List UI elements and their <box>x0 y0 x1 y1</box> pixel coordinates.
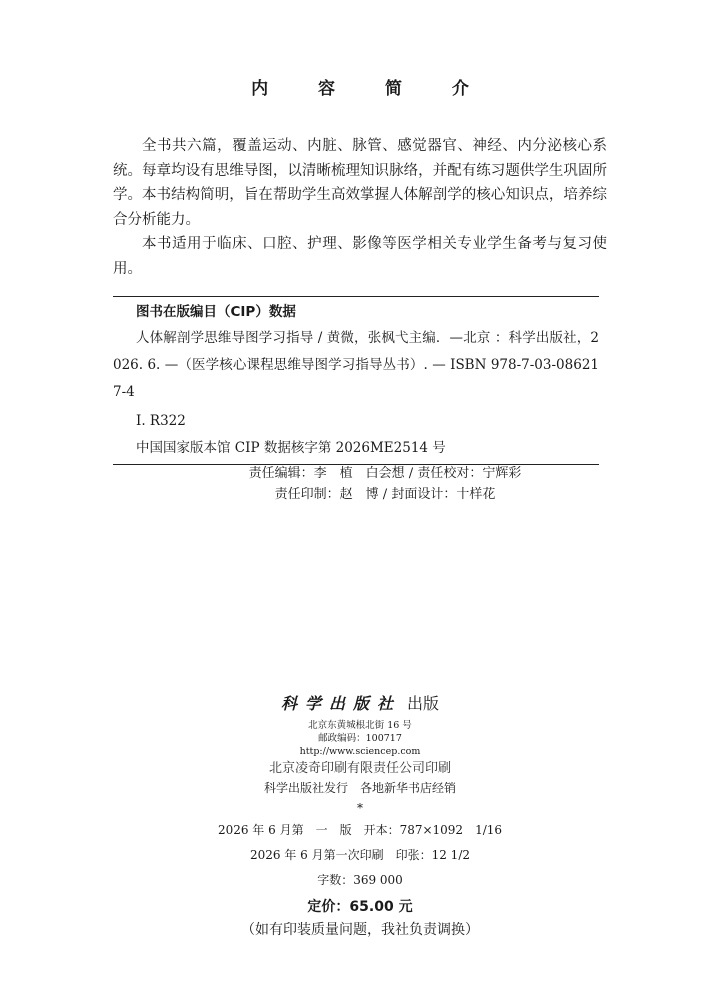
price: 定价：65.00 元 <box>307 899 413 915</box>
publisher-name <box>0 692 720 716</box>
publisher-postcode: 邮政编码：100717 <box>318 733 402 744</box>
printer-info: 北京凌奇印刷有限责任公司印刷 <box>268 761 451 776</box>
publisher-logo-text: 科学出版社 <box>280 694 401 713</box>
cip-record: 人体解剖学思维导图学习指导 / 黄微，张枫弋主编．—北京 ：科学出版社，2026. 6. —（医学核心课程思维导图学习指导丛书）. — ISBN 978-7-03-086217-4 <box>113 330 599 400</box>
edition-info: 2026 年 6 月第 一 版 开本：787×1092 1/16 <box>217 823 503 837</box>
cip-record-number: 中国国家版本馆 CIP 数据核字第 2026ME2514 号 <box>136 440 446 456</box>
cip-block <box>113 296 599 465</box>
credits-line-2: 责任印制：赵 博 / 封面设计：十样花 <box>274 487 496 502</box>
cip-classification: Ⅰ. R322 <box>136 413 186 429</box>
printing-info: 2026 年 6 月第一次印刷 印张：12 1/2 <box>249 848 470 862</box>
intro-title: 内 容 简 介 <box>251 79 491 99</box>
publisher-suffix: 出版 <box>407 694 440 713</box>
publisher-imprint <box>0 692 720 941</box>
separator-star: * <box>357 801 363 815</box>
intro-body <box>113 134 607 281</box>
editorial-credits <box>0 463 720 505</box>
intro-paragraph-2: 本书适用于临床、口腔、护理、影像等医学相关专业学生备考与复习使用。 <box>113 236 607 277</box>
distribution-info: 科学出版社发行 各地新华书店经销 <box>263 781 456 795</box>
cip-heading: 图书在版编目（CIP）数据 <box>136 304 296 320</box>
publisher-address: 北京东黄城根北街 16 号 <box>308 720 412 731</box>
word-count: 字数：369 000 <box>317 873 403 887</box>
publisher-url: http://www.sciencep.com <box>299 746 421 757</box>
quality-notice: （如有印装质量问题，我社负责调换） <box>241 922 479 938</box>
credits-line-1: 责任编辑：李 植 白会想 / 责任校对：宁辉彩 <box>248 466 522 481</box>
intro-paragraph-1: 全书共六篇，覆盖运动、内脏、脉管、感觉器官、神经、内分泌核心系统。每章均设有思维导图，以清晰梳理知识脉络，并配有练习题供学生巩固所学。本书结构简明，旨在帮助学生高效掌握人体解剖学的核心知识点，培养综合分析能力。 <box>113 138 607 228</box>
